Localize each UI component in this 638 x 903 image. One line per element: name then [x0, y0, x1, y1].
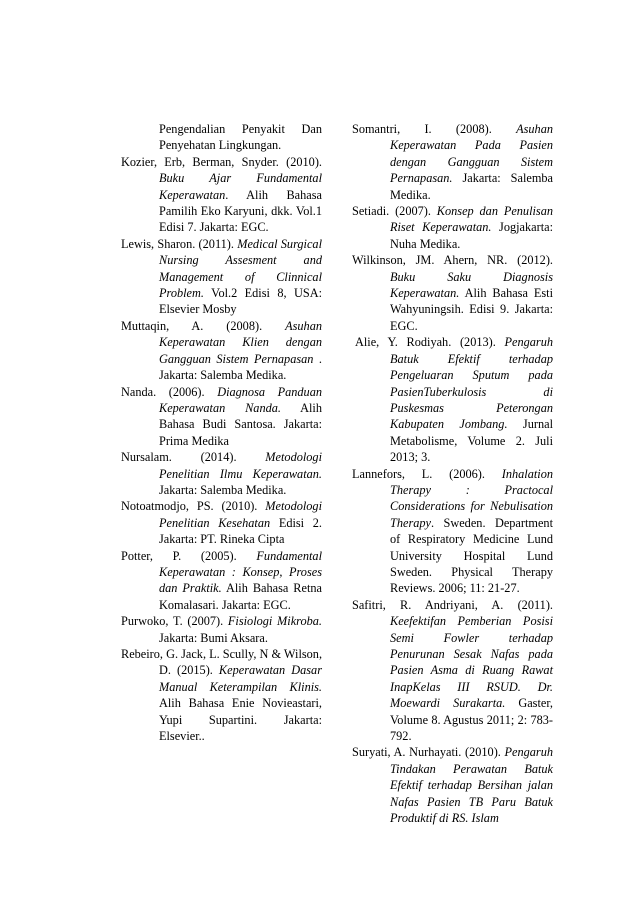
reference-entry: Lannefors, L. (2006). Inhalation Therapy : Practocal Considerations for Nebulisation Therapy. Sweden. Department of Respiratory Medicine Lund University Hospital Lund Sweden. Physical Therapy Reviews. 2006; 11: 21-27. — [352, 466, 553, 596]
reference-entry: Nursalam. (2014). Metodologi Penelitian Ilmu Keperawatan. Jakarta: Salemba Medika. — [121, 450, 322, 497]
reference-entry: Somantri, I. (2008). Asuhan Keperawatan Pada Pasien dengan Gangguan Sistem Pernapasan. Jakarta: Salemba Medika. — [352, 122, 553, 202]
reference-entry: Nanda. (2006). Diagnosa Panduan Keperawatan Nanda. Alih Bahasa Budi Santosa. Jakarta: Prima Medika — [121, 384, 322, 448]
reference-entry: Kozier, Erb, Berman, Snyder. (2010). Buku Ajar Fundamental Keperawatan. Alih Bahasa Pamilih Eko Karyuni, dkk. Vol.1 Edisi 7. Jakarta: EGC. — [121, 154, 322, 235]
reference-entry: Rebeiro, G. Jack, L. Scully, N & Wilson, D. (2015). Keperawatan Dasar Manual Keterampilan Klinis. Alih Bahasa Enie Novieastari, Yupi Supartini. Jakarta: Elsevier.. — [121, 647, 323, 744]
reference-entry: Safitri, R. Andriyani, A. (2011). Keefektifan Pemberian Posisi Semi Fowler terhadap Penurunan Sesak Nafas pada Pasien Asma di Ruang Rawat InapKelas III RSUD. Dr. Moewardi Surakarta. Gaster, Volume 8. Agustus 2011; 2: 783-792. — [352, 597, 553, 744]
reference-entry: Suryati, A. Nurhayati. (2010). Pengaruh Tindakan Perawatan Batuk Efektif terhadap Bersihan jalan Nafas Pasien TB Paru Batuk Produktif di RS. Islam — [352, 745, 553, 826]
reference-entry: Muttaqin, A. (2008). Asuhan Keperawatan Klien dengan Gangguan Sistem Pernapasan . Jakarta: Salemba Medika. — [121, 318, 322, 383]
reference-entry: Notoatmodjo, PS. (2010). Metodologi Penelitian Kesehatan Edisi 2. Jakarta: PT. Rineka Cipta — [121, 499, 322, 547]
left-reference-column — [121, 121, 322, 744]
reference-entry: Pengendalian Penyakit Dan Penyehatan Lingkungan. — [159, 122, 322, 153]
reference-entry: Purwoko, T. (2007). Fisiologi Mikroba. Jakarta: Bumi Aksara. — [121, 614, 323, 645]
reference-entry: Lewis, Sharon. (2011). Medical Surgical Nursing Assesment and Management of Clinnical Problem. Vol.2 Edisi 8, USA: Elsevier Mosby — [121, 236, 322, 317]
reference-entry: Potter, P. (2005). Fundamental Keperawatan : Konsep, Proses dan Praktik. Alih Bahasa Retna Komalasari. Jakarta: EGC. — [121, 548, 322, 612]
reference-entry: Wilkinson, JM. Ahern, NR. (2012). Buku Saku Diagnosis Keperawatan. Alih Bahasa Esti Wahyuningsih. Edisi 9. Jakarta: EGC. — [352, 253, 553, 333]
reference-entry: Alie, Y. Rodiyah. (2013). Pengaruh Batuk Efektif terhadap Pengeluaran Sputum pada PasienTuberkulosis di Puskesmas Peterongan Kabupaten Jombang. Jurnal Metabolisme, Volume 2. Juli 2013; 3. — [355, 335, 553, 465]
reference-entry: Setiadi. (2007). Konsep dan Penulisan Riset Keperawatan. Jogjakarta: Nuha Medika. — [352, 204, 553, 251]
right-reference-column — [352, 121, 553, 826]
